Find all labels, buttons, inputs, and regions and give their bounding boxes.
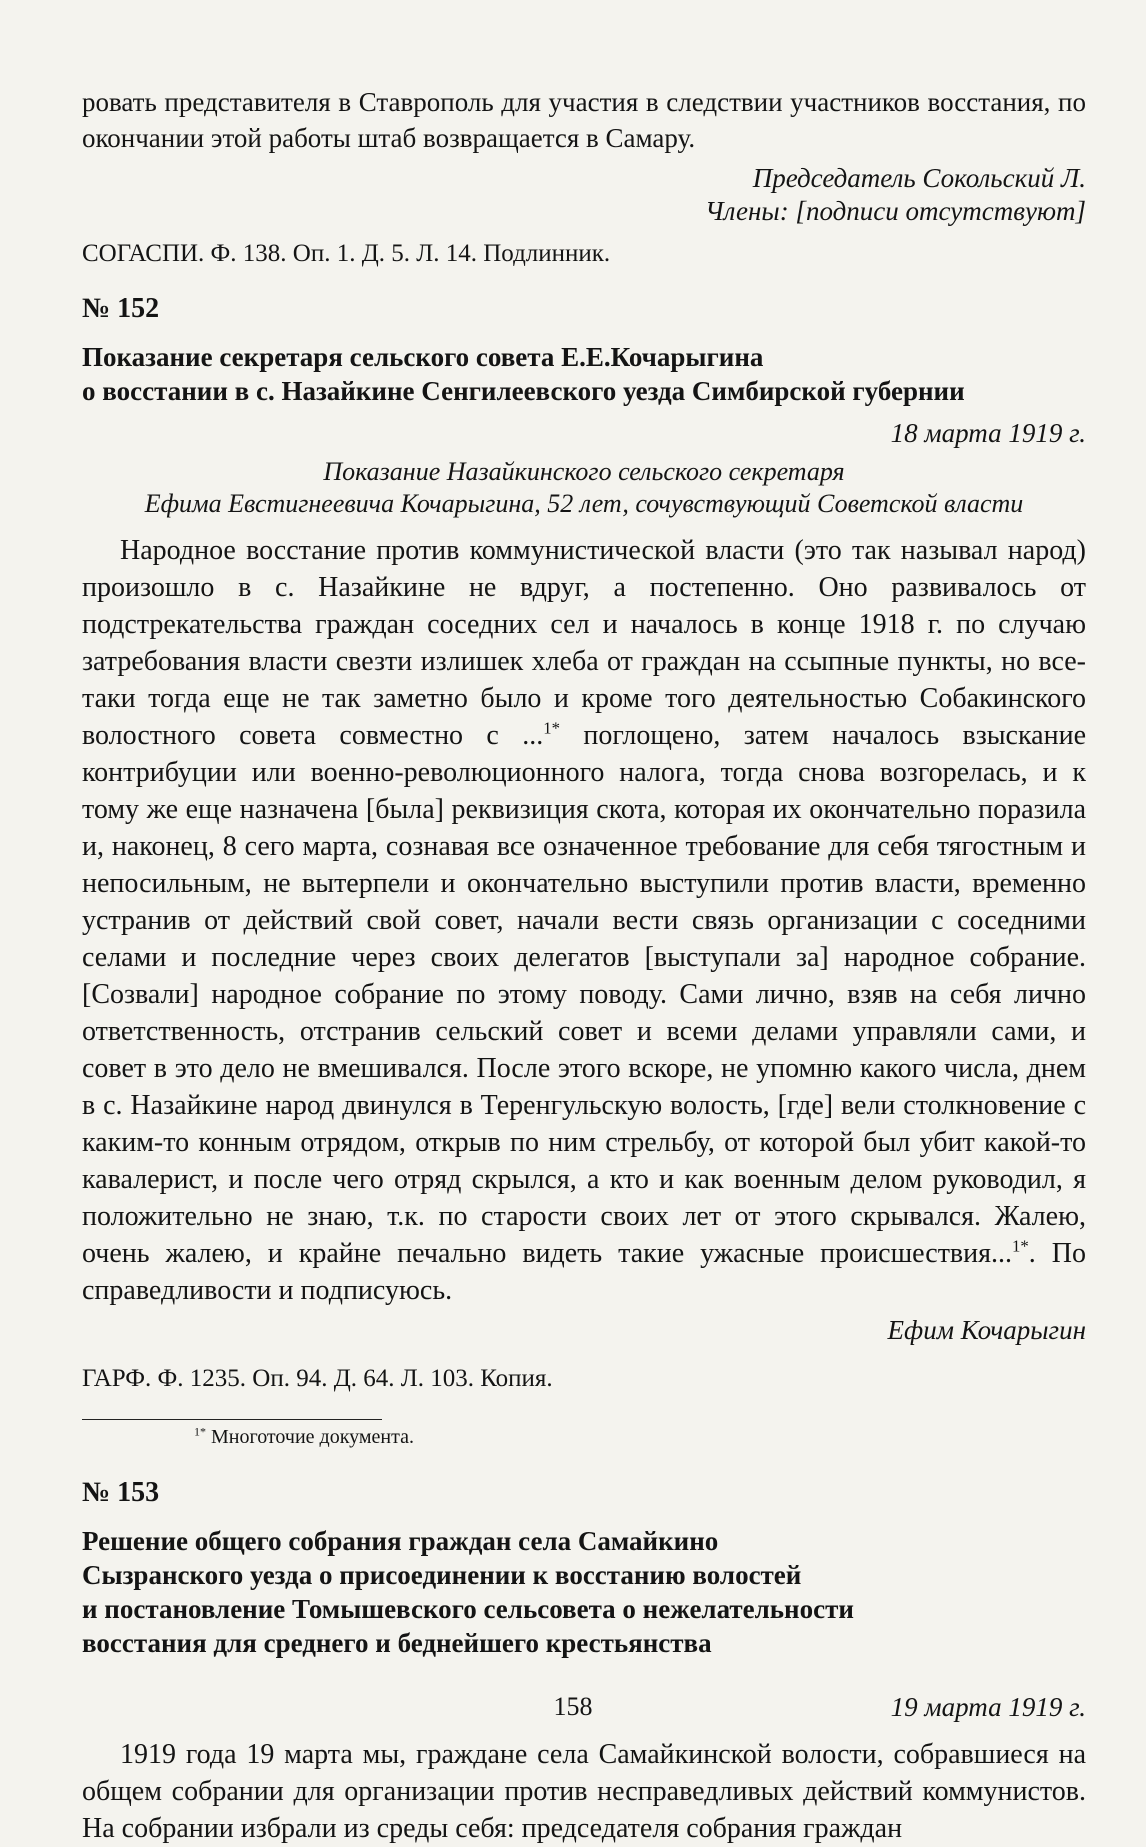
footnote-marker: 1* [194,1424,206,1439]
footnote-divider [82,1419,382,1420]
footnote [82,1424,1086,1450]
title-line: и постановление Томышевского сельсовета о нежелательности [82,1594,854,1624]
document-body [82,532,1086,1309]
title-line: Показание секретаря сельского совета Е.Е.Кочарыгина [82,342,764,372]
document-subheading [82,456,1086,520]
title-line: Сызранского уезда о присоединении к восстанию волостей [82,1560,802,1590]
chairman-signature: Председатель Сокольский Л. [752,163,1086,193]
archive-source: ГАРФ. Ф. 1235. Оп. 94. Д. 64. Л. 103. Копия. [82,1365,553,1392]
document-number: № 153 [82,1477,160,1508]
document-date: 18 марта 1919 г. [890,418,1086,448]
title-line: Решение общего собрания граждан села Самайкино [82,1526,719,1556]
footnote-text: Многоточие документа. [206,1426,414,1448]
body-text: поглощено, затем началось взыскание контрибуции или военно-революционного налога, тогда снова возгорелась, и к тому же еще назначена [была] реквизиция скота, которая их окончательно поразила и, наконец, 8 сего марта, сознавая все означенное требование для себя тягостным и непосильным, не вытерпели и окончательно выступили против власти, временно устранив от действий свой совет, начали вести связь организации с соседними селами и последние через своих делегатов [выступали за] народное собрание. [Созвали] народное собрание по этому поводу. Сами лично, взяв на себя лично ответственность, отстранив сельский совет и всеми делами управляли сами, и совет в это дело не вмешивался. После этого вскоре, не упомню какого числа, днем в с. Назайкине народ двинулся в Теренгульскую волость, [где] вели столкновение с каким-то конным отрядом, открыв по ним стрельбу, от которой был убит какой-то кавалерист, и после чего отряд скрылся, а кто и как военным делом руководил, я положительно не знаю, т.к. по старости своих лет от этого скрывался. Жалею, очень жалею, и крайне печально видеть такие ужасные происшествия... [82,720,1086,1269]
document-number: № 152 [82,293,160,324]
members-signature: Члены: [подписи отсутствуют] [704,196,1086,226]
document-body: 1919 года 19 марта мы, граждане села Самайкинской волости, собравшиеся на общем собрании для организации против несправедливых действий коммунистов. На собрании избрали из среды себя: председателя собрания граждан [82,1739,1086,1844]
document-date: 19 марта 1919 г. [890,1692,1086,1722]
title-line: восстания для среднего и беднейшего крестьянства [82,1628,712,1658]
document-title [82,340,1086,408]
body-text: . По справедливости и подписуюсь. [82,1238,1086,1306]
title-line: о восстании в с. Назайкине Сенгилеевского уезда Симбирской губернии [82,376,965,406]
body-text: Народное восстание против коммунистической власти (это так называл народ) произошло в с. Назайкине не вдруг, а постепенно. Оно развивалось от подстрекательства граждан соседних сел и началось в конце 1918 г. по случаю затребования власти свезти излишек хлеба от граждан на ссыпные пункты, но все-таки тогда еще не так заметно было и кроме того деятельностью Собакинского волостного совета совместно с ... [82,535,1086,751]
footnote-reference: 1* [1012,1236,1029,1256]
page-number: 158 [553,1692,593,1721]
document-title [82,1524,1086,1660]
subheading-line: Ефима Евстигнеевича Кочарыгина, 52 лет, сочувствующий Советской власти [144,489,1024,518]
intro-paragraph: ровать представителя в Ставрополь для участия в следствии участников восстания, по окончании этой работы штаб возвращается в Самару. [82,87,1086,153]
witness-signature: Ефим Кочарыгин [887,1315,1086,1345]
footnote-reference: 1* [543,718,560,738]
subheading-line: Показание Назайкинского сельского секретаря [323,457,845,486]
archive-source: СОГАСПИ. Ф. 138. Оп. 1. Д. 5. Л. 14. Подлинник. [82,240,611,267]
